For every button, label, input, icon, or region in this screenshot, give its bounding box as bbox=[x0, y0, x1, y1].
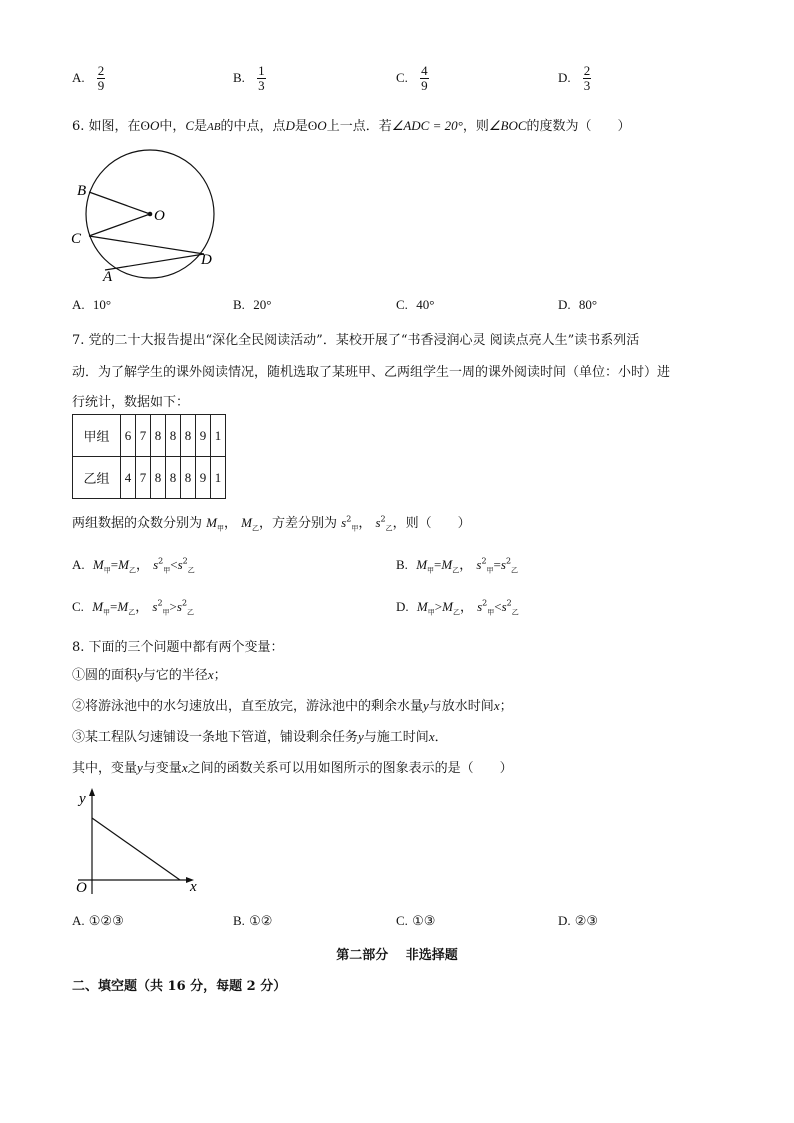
q7-option-a[interactable]: A. $M_甲=M_乙$， $s^2_甲<s^2_乙$ bbox=[72, 556, 195, 575]
q5-option-c[interactable]: C. $\frac{4}{9}$ bbox=[396, 63, 428, 93]
table-cell: 1 bbox=[211, 415, 226, 457]
q7-line-1: 7. 党的二十大报告提出“深化全民阅读活动”．某校开展了“书香浸润心灵 阅读点亮人生”读书系列活 bbox=[72, 333, 640, 348]
q8-option-a[interactable]: A. ①②③ bbox=[72, 913, 124, 929]
q7-question: 两组数据的众数分别为 $M_甲$， $M_乙$，方差分别为 $s^2_甲$， $s^2_乙$，则（ ） bbox=[72, 514, 471, 533]
q7-option-b[interactable]: B. $M_甲=M_乙$， $s^2_甲=s^2_乙$ bbox=[396, 556, 519, 575]
q6-option-b[interactable]: B. 20° bbox=[233, 297, 272, 312]
table-row bbox=[73, 415, 226, 457]
row-label: 甲组 bbox=[73, 415, 121, 457]
q8-question: 其中，变量y与变量x之间的函数关系可以用如图所示的图象表示的是（ ） bbox=[72, 760, 513, 776]
y-axis-arrow-icon bbox=[89, 788, 95, 796]
table-cell: 1 bbox=[211, 457, 226, 499]
q8-item-2: ②将游泳池中的水匀速放出，直至放完，游泳池中的剩余水量y与放水时间x； bbox=[72, 698, 513, 714]
q6-option-a[interactable]: A. 10° bbox=[72, 297, 112, 312]
q7-option-c[interactable]: C. $M_甲=M_乙$， $s^2_甲>s^2_乙$ bbox=[72, 598, 195, 617]
q8-option-c[interactable]: C. ①③ bbox=[396, 913, 436, 929]
q6-option-c[interactable]: C. 40° bbox=[396, 297, 435, 312]
table-cell: 8 bbox=[166, 457, 181, 499]
q8-intro: 8. 下面的三个问题中都有两个变量： bbox=[72, 640, 284, 655]
q8-option-d[interactable]: D. ②③ bbox=[558, 913, 599, 929]
table-cell: 7 bbox=[136, 457, 151, 499]
table-cell: 8 bbox=[151, 457, 166, 499]
label-x: x bbox=[190, 879, 197, 895]
label-y: y bbox=[79, 791, 86, 807]
table-cell: 9 bbox=[196, 457, 211, 499]
table-cell: 8 bbox=[181, 415, 196, 457]
q8-option-b[interactable]: B. ①② bbox=[233, 913, 273, 929]
q8-item-1: ①圆的面积y与它的半径x； bbox=[72, 667, 227, 683]
fraction: $\frac{2}{3}$ bbox=[583, 63, 591, 93]
label-a: A bbox=[103, 269, 113, 285]
fraction: $\frac{2}{9}$ bbox=[97, 63, 105, 93]
label-origin: O bbox=[76, 880, 87, 896]
function-line bbox=[92, 818, 180, 880]
part-two-title: 第二部分 非选择题 bbox=[336, 948, 458, 963]
q7-option-d[interactable]: D. $M_甲>M_乙$， $s^2_甲<s^2_乙$ bbox=[396, 598, 519, 617]
table-cell: 8 bbox=[151, 415, 166, 457]
row-label: 乙组 bbox=[73, 457, 121, 499]
segment-ob bbox=[89, 192, 150, 214]
label-c: C bbox=[71, 231, 82, 247]
table-cell: 4 bbox=[121, 457, 136, 499]
fraction: $\frac{1}{3}$ bbox=[258, 63, 265, 93]
table-cell: 6 bbox=[121, 415, 136, 457]
center-point bbox=[148, 212, 153, 217]
q5-option-d[interactable]: D. $\frac{2}{3}$ bbox=[558, 63, 591, 93]
arc-ab: AB bbox=[207, 121, 221, 133]
q8-item-3: ③某工程队匀速铺设一条地下管道，铺设剩余任务y与施工时间x． bbox=[72, 729, 448, 745]
q8-graph bbox=[70, 786, 210, 896]
q7-line-3: 行统计，数据如下： bbox=[72, 395, 190, 410]
section-heading: 二、填空题（共 16 分，每题 2 分） bbox=[72, 979, 287, 994]
label-b: B bbox=[77, 183, 87, 199]
segment-cd bbox=[89, 236, 204, 254]
table-cell: 9 bbox=[196, 415, 211, 457]
segment-oc bbox=[89, 214, 150, 236]
q7-line-2: 动．为了解学生的课外阅读情况，随机选取了某班甲、乙两组学生一周的课外阅读时间（单位：小时）进 bbox=[72, 365, 671, 380]
q6-circle-figure bbox=[70, 146, 230, 286]
q5-option-b[interactable]: B. $\frac{1}{3}$ bbox=[233, 63, 265, 93]
q7-data-table bbox=[72, 414, 226, 499]
q6-stem: 6. 如图，在ʘO中，C是AB的中点，点D是ʘO上一点．若∠ADC = 20°，则∠BOC的度数为（ ） bbox=[72, 118, 631, 134]
table-cell: 8 bbox=[181, 457, 196, 499]
label-o: O bbox=[154, 208, 165, 224]
fraction: $\frac{4}{9}$ bbox=[421, 63, 428, 93]
table-row bbox=[73, 457, 226, 499]
table-cell: 7 bbox=[136, 415, 151, 457]
segment-ad bbox=[105, 254, 204, 270]
label-d: D bbox=[201, 252, 212, 268]
q5-option-a[interactable]: A. $\frac{2}{9}$ bbox=[72, 63, 105, 93]
table-cell: 8 bbox=[166, 415, 181, 457]
q6-option-d[interactable]: D. 80° bbox=[558, 297, 598, 312]
